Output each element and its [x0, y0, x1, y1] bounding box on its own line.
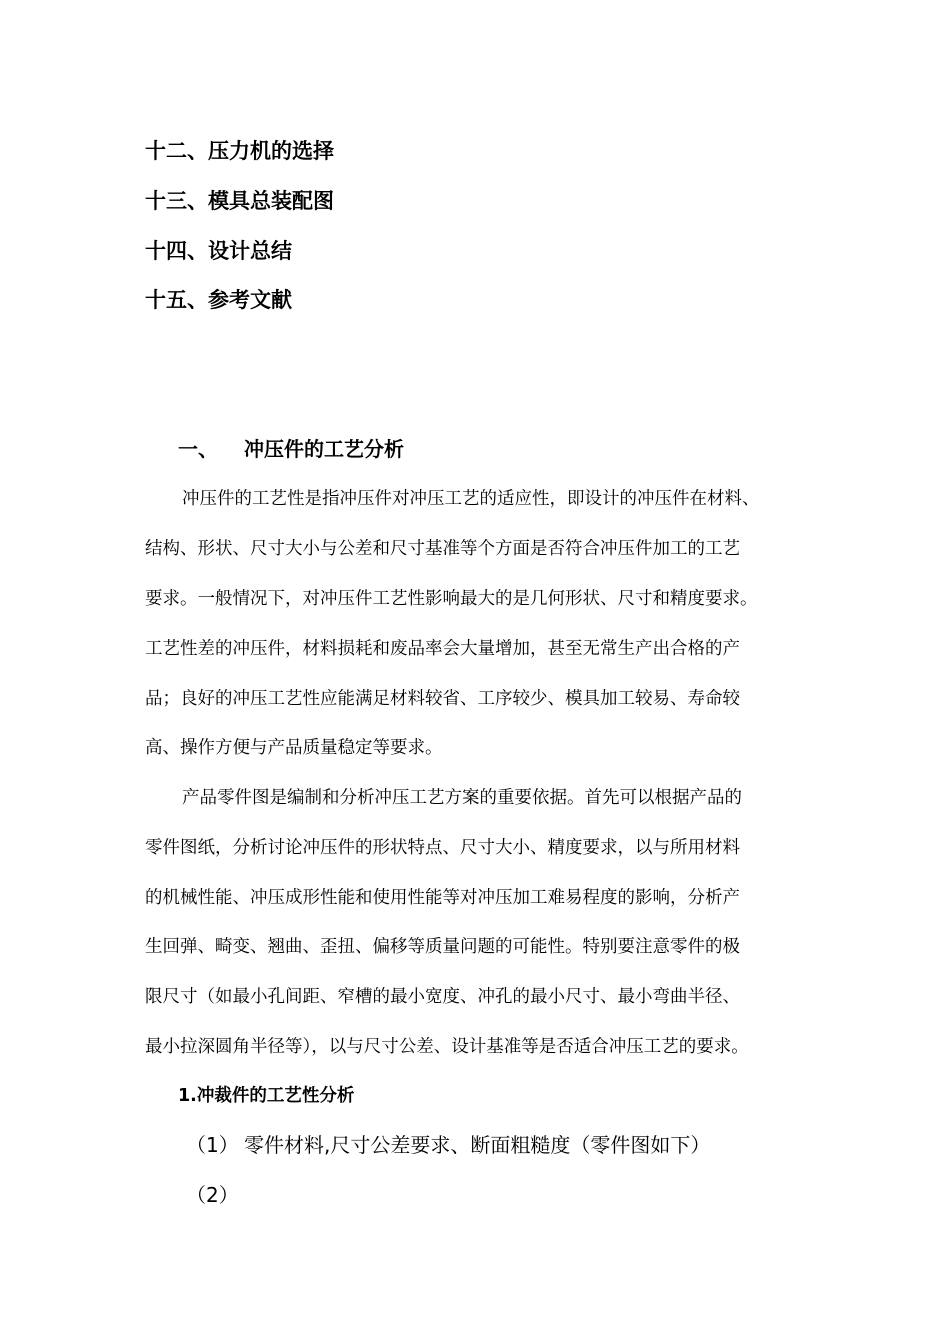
- paragraph1-line: 工艺性差的冲压件，材料损耗和废品率会大量增加，甚至无常生产出合格的产: [145, 639, 740, 659]
- paragraph2-line: 的机械性能、冲压成形性能和使用性能等对冲压加工难易程度的影响，分析产: [145, 888, 740, 908]
- paragraph2-line: 生回弹、畸变、翘曲、歪扭、偏移等质量问题的可能性。特别要注意零件的极: [145, 937, 740, 957]
- toc-item-15: 十五、参考文献: [145, 288, 292, 312]
- section-title: 冲压件的工艺分析: [244, 437, 404, 461]
- list-item-number: （2）: [186, 1183, 239, 1207]
- toc-item-14: 十四、设计总结: [145, 239, 292, 263]
- section-heading: [178, 434, 404, 464]
- toc-item-13: 十三、模具总装配图: [145, 189, 334, 213]
- list-item-number: （1）: [186, 1133, 239, 1157]
- list-item: [186, 1180, 244, 1210]
- section-number: 一、: [178, 437, 218, 461]
- paragraph2-line: 产品零件图是编制和分析冲压工艺方案的重要依据。首先可以根据产品的: [182, 788, 742, 808]
- subsection-heading: 1.冲裁件的工艺性分析: [178, 1086, 355, 1106]
- paragraph1-line: 结构、形状、尺寸大小与公差和尺寸基准等个方面是否符合冲压件加工的工艺: [145, 539, 740, 559]
- paragraph2-line: 限尺寸（如最小孔间距、窄槽的最小宽度、冲孔的最小尺寸、最小弯曲半径、: [145, 987, 740, 1007]
- paragraph1-line: 冲压件的工艺性是指冲压件对冲压工艺的适应性，即设计的冲压件在材料、: [182, 489, 760, 509]
- list-item-text: 零件材料,尺寸公差要求、断面粗糙度（零件图如下）: [244, 1133, 711, 1157]
- list-item: [186, 1130, 710, 1160]
- paragraph2-line: 最小拉深圆角半径等），以与尺寸公差、设计基准等是否适合冲压工艺的要求。: [145, 1037, 749, 1057]
- paragraph1-line: 要求。一般情况下，对冲压件工艺性影响最大的是几何形状、尺寸和精度要求。: [145, 589, 758, 609]
- paragraph1-line: 品；良好的冲压工艺性应能满足材料较省、工序较少、模具加工较易、寿命较: [145, 689, 740, 709]
- paragraph2-line: 零件图纸，分析讨论冲压件的形状特点、尺寸大小、精度要求，以与所用材料: [145, 838, 740, 858]
- paragraph1-line: 高、操作方便与产品质量稳定等要求。: [145, 738, 443, 758]
- toc-item-12: 十二、压力机的选择: [145, 139, 334, 163]
